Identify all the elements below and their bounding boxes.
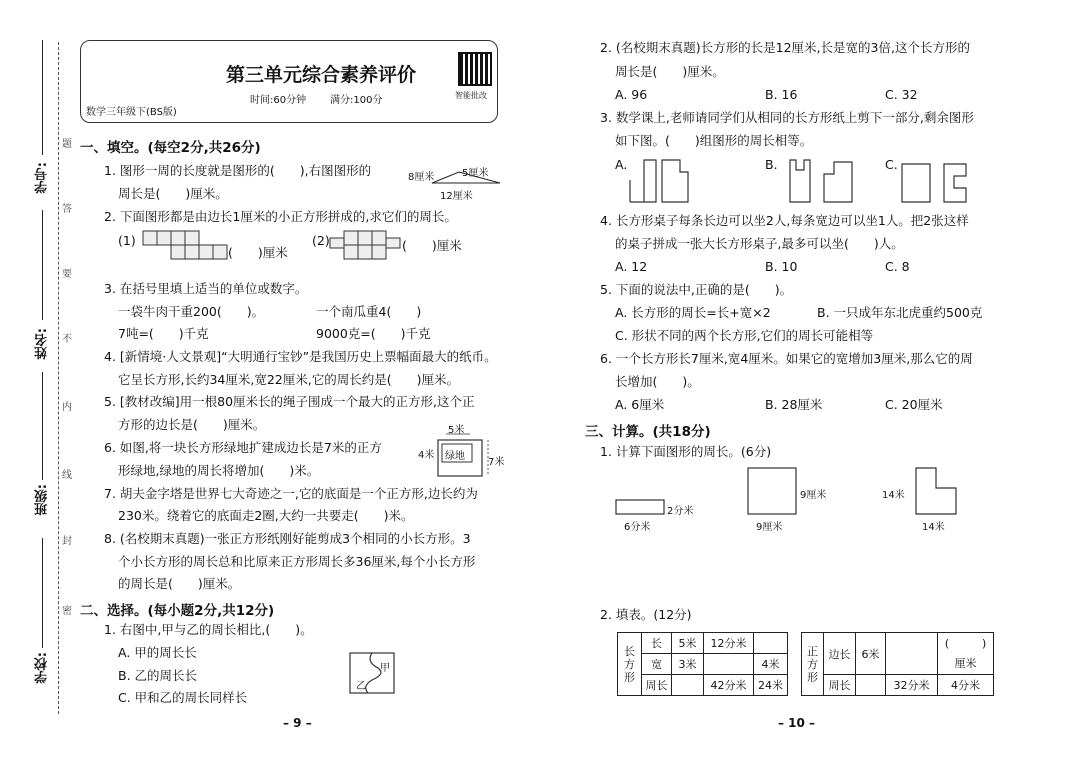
q3-b[interactable]: 一个南瓜重4( ) (316, 304, 422, 319)
exam-score: 满分:100分 (330, 95, 383, 106)
q8-text-a: 8. (名校期末真题)一张正方形纸刚好能剪成3个相同的小长方形。3 (104, 531, 471, 546)
exam-time: 时间:60分钟 (250, 95, 307, 106)
table-cell-blank[interactable] (886, 633, 938, 675)
school-label: 学校: (35, 652, 50, 684)
q6-label-7m: 7米 (488, 457, 505, 468)
binding-char: 要 (62, 269, 72, 280)
q1-text-a: 1. 图形一周的长度就是图形的( ),右图图形的 (104, 163, 372, 178)
q1-text-b: 周长是( )厘米。 (118, 186, 228, 201)
c4-text-b: 的桌子拼成一张大长方形桌子,最多可以坐( )人。 (615, 236, 904, 251)
c6-option-a[interactable]: A. 6厘米 (615, 397, 665, 412)
c5-option-b[interactable]: B. 一只成年东北虎重约500克 (817, 305, 983, 320)
c2-option-b[interactable]: B. 16 (765, 87, 798, 102)
table-cell-blank[interactable] (754, 633, 788, 654)
c6-text-b: 长增加( )。 (615, 374, 700, 389)
k1-label-2dm: 2分米 (667, 506, 694, 517)
binding-char: 不 (62, 334, 72, 345)
q5-text-b: 方形的边长是( )厘米。 (118, 417, 266, 432)
c4-option-b[interactable]: B. 10 (765, 259, 798, 274)
smart-grading-label: 智能批改 (455, 91, 487, 100)
section-choice: 二、选择。(每小题2分,共12分) (80, 603, 275, 619)
q2-1-label: (1) (118, 233, 136, 248)
q1-label-8cm: 8厘米 (408, 172, 435, 183)
square-table-side-label: 正 方 形 (802, 633, 824, 696)
c6-text-a: 6. 一个长方形长7厘米,宽4厘米。如果它的宽增加3厘米,那么它的周 (600, 351, 973, 366)
c5-text: 5. 下面的说法中,正确的是( )。 (600, 282, 793, 297)
c3-label-c[interactable]: C. (885, 157, 898, 172)
c2-text-b: 周长是( )厘米。 (615, 64, 725, 79)
c3-text-a: 3. 数学课上,老师请同学们从相同的长方形纸上剪下一部分,剩余图形 (600, 110, 974, 125)
c1-option-a[interactable]: A. 甲的周长长 (118, 645, 197, 660)
c4-option-a[interactable]: A. 12 (615, 259, 648, 274)
table-cell: 4分米 (938, 675, 994, 696)
binding-char: 密 (62, 606, 72, 617)
name-label: 姓名: (35, 328, 50, 360)
q2-text: 2. 下面图形都是由边长1厘米的小正方形拼成的,求它们的周长。 (104, 209, 457, 224)
q5-text-a: 5. [教材改编]用一根80厘米长的绳子围成一个最大的正方形,这个正 (104, 394, 475, 409)
c5-option-c[interactable]: C. 形状不同的两个长方形,它们的周长可能相等 (615, 328, 874, 343)
binding-char: 内 (62, 402, 72, 413)
binding-char: 答 (62, 204, 72, 215)
q3-c[interactable]: 7吨=( )千克 (118, 326, 209, 341)
c3-text-b: 如下图。( )组图形的周长相等。 (615, 133, 813, 148)
q6-label-4m: 4米 (418, 450, 435, 461)
q1-label-12cm: 12厘米 (440, 191, 473, 202)
binding-char: 线 (62, 470, 72, 481)
section-fill-blank: 一、填空。(每空2分,共26分) (80, 140, 261, 156)
rect-row-length-label: 长 (642, 633, 672, 654)
c3-label-a[interactable]: A. (615, 157, 628, 172)
rect-table-side-label: 长 方 形 (618, 633, 642, 696)
page-number-10: – 10 – (778, 716, 816, 730)
table-cell: 24米 (754, 675, 788, 696)
grade-label: 数学三年级下(BS版) (86, 107, 177, 118)
table-cell-blank[interactable] (672, 675, 704, 696)
square-row-side-label: 边长 (824, 633, 856, 675)
binding-char: 题 (62, 139, 72, 150)
binding-char: 封 (62, 536, 72, 547)
q8-text-b: 个小长方形的周长总和比原来正方形周长多36厘米,每个小长方形 (118, 554, 476, 569)
q1-label-5cm: 5厘米 (462, 168, 489, 179)
rectangle-table (617, 632, 788, 696)
q3-d[interactable]: 9000克=( )千克 (316, 326, 431, 341)
table-cell: 3米 (672, 654, 704, 675)
page-number-9: – 9 – (283, 716, 312, 730)
k1-label-14m-bottom: 14米 (922, 522, 945, 533)
k2-text: 2. 填表。(12分) (600, 607, 692, 622)
q6-label-garden: 绿地 (445, 451, 465, 462)
c3-label-b[interactable]: B. (765, 157, 778, 172)
q2-2-label: (2) (312, 233, 330, 248)
c1-label-jia: 甲 (380, 663, 390, 674)
q6-text-a: 6. 如图,将一块长方形绿地扩建成边长是7米的正方 (104, 440, 382, 455)
table-cell: 32分米 (886, 675, 938, 696)
q3-a[interactable]: 一袋牛肉干重200( )。 (118, 304, 265, 319)
table-cell: 42分米 (704, 675, 754, 696)
q7-text-b: 230米。绕着它的底面走2圈,大约一共要走( )米。 (118, 508, 414, 523)
q8-text-c: 的周长是( )厘米。 (118, 576, 241, 591)
c6-option-c[interactable]: C. 20厘米 (885, 397, 943, 412)
k1-label-9cm-bottom: 9厘米 (756, 522, 783, 533)
c1-text: 1. 右图中,甲与乙的周长相比,( )。 (104, 622, 313, 637)
square-table (801, 632, 994, 696)
k1-label-9cm-side: 9厘米 (800, 490, 827, 501)
rect-row-width-label: 宽 (642, 654, 672, 675)
c1-option-c[interactable]: C. 甲和乙的周长同样长 (118, 690, 248, 705)
q6-text-b: 形绿地,绿地的周长将增加( )米。 (118, 463, 320, 478)
q4-text-a: 4. [新情境·人文景观]“大明通行宝钞”是我国历史上票幅面最大的纸币。 (104, 349, 497, 364)
square-row-perimeter-label: 周长 (824, 675, 856, 696)
table-cell-blank[interactable] (856, 675, 886, 696)
c2-option-a[interactable]: A. 96 (615, 87, 648, 102)
k1-label-6dm: 6分米 (624, 522, 651, 533)
class-label: 班级: (35, 484, 50, 516)
c4-text-a: 4. 长方形桌子每条长边可以坐2人,每条宽边可以坐1人。把2张这样 (600, 213, 969, 228)
k1-text: 1. 计算下面图形的周长。(6分) (600, 444, 772, 459)
c1-option-b[interactable]: B. 乙的周长长 (118, 668, 198, 683)
table-cell: 5米 (672, 633, 704, 654)
c4-option-c[interactable]: C. 8 (885, 259, 910, 274)
c1-label-yi: 乙 (356, 681, 366, 692)
section-calculate: 三、计算。(共18分) (585, 424, 711, 440)
rect-row-perimeter-label: 周长 (642, 675, 672, 696)
q4-text-b: 它呈长方形,长约34厘米,宽22厘米,它的周长约是( )厘米。 (118, 372, 459, 387)
table-cell-blank[interactable] (704, 654, 754, 675)
q7-text-a: 7. 胡夫金字塔是世界七大奇迹之一,它的底面是一个正方形,边长约为 (104, 486, 478, 501)
c5-option-a[interactable]: A. 长方形的周长=长+宽×2 (615, 305, 771, 320)
q6-label-5m: 5米 (448, 425, 465, 436)
q2-2-answer[interactable]: ( )厘米 (402, 238, 462, 253)
table-cell: 6米 (856, 633, 886, 675)
table-cell-blank-unit[interactable]: ( ) 厘米 (938, 633, 994, 675)
q3-text: 3. 在括号里填上适当的单位或数字。 (104, 281, 308, 296)
k1-label-14m-side: 14米 (882, 490, 905, 501)
c2-text-a: 2. (名校期末真题)长方形的长是12厘米,长是宽的3倍,这个长方形的 (600, 40, 970, 55)
page-title: 第三单元综合素养评价 (226, 64, 417, 86)
table-cell: 12分米 (704, 633, 754, 654)
q2-1-answer[interactable]: ( )厘米 (228, 245, 288, 260)
student-id-label: 学号: (35, 162, 50, 194)
table-cell: 4米 (754, 654, 788, 675)
c2-option-c[interactable]: C. 32 (885, 87, 918, 102)
c6-option-b[interactable]: B. 28厘米 (765, 397, 823, 412)
